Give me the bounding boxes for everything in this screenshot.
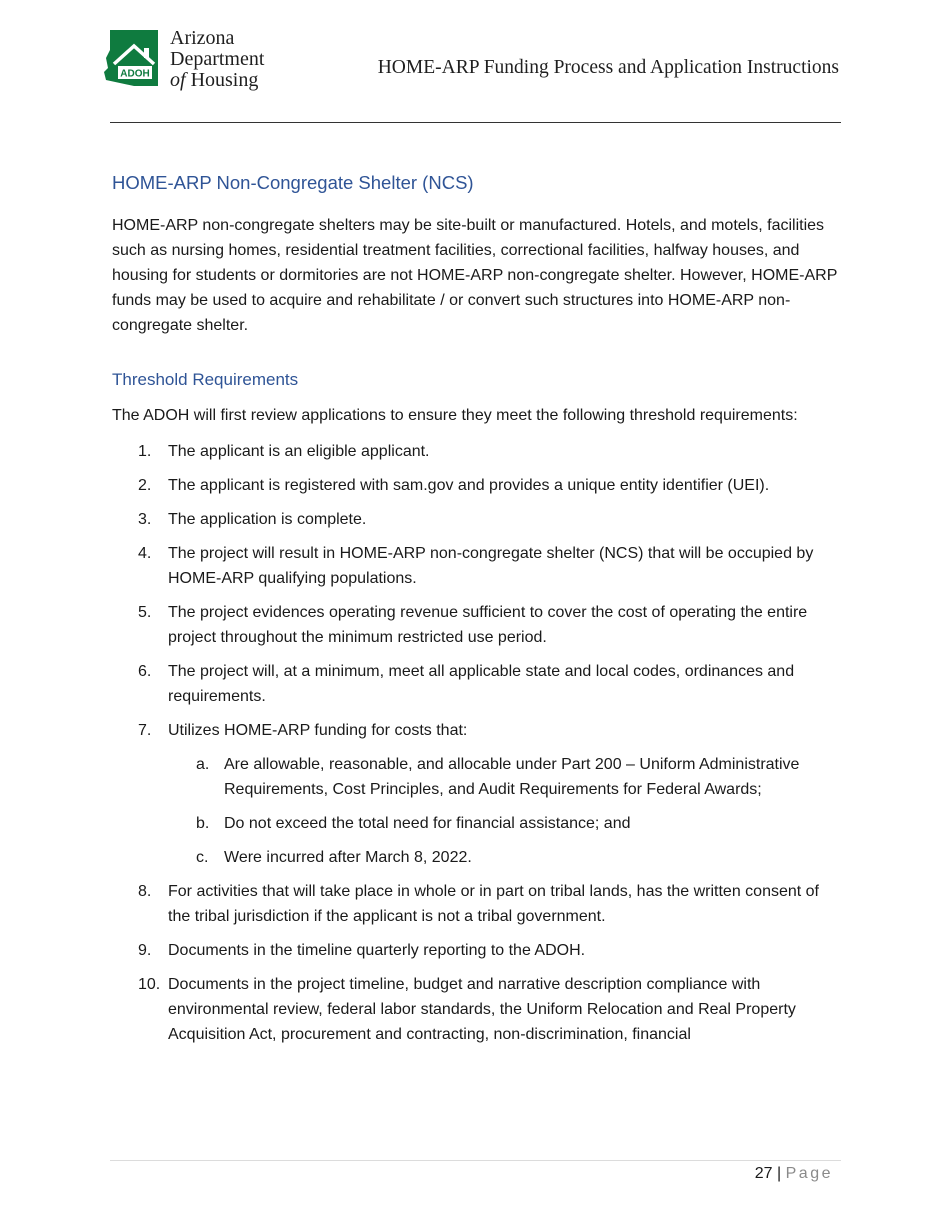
list-item: 4. The project will result in HOME-ARP non-congregate shelter (NCS) that will be occupied by HOME-ARP qualifying populations. (138, 545, 814, 587)
footer-divider (110, 1160, 841, 1161)
sub-list-item: b. Do not exceed the total need for financial assistance; and (196, 815, 631, 832)
list-item: 2. The applicant is registered with sam.gov and provides a unique entity identifier (UEI). (138, 477, 770, 494)
page-content (112, 170, 842, 1056)
page-footer (755, 1162, 833, 1186)
sub-list-item: a. Are allowable, reasonable, and allocable under Part 200 – Uniform Administrative Requirements, Cost Principles, and Audit Requirements for Federal Awards; (196, 756, 800, 798)
threshold-list (112, 439, 842, 1047)
list-item: 1. The applicant is an eligible applicant. (138, 443, 430, 460)
page-header (0, 0, 950, 124)
sub-list-item: c. Were incurred after March 8, 2022. (196, 849, 472, 866)
list-item: 8. For activities that will take place in whole or in part on tribal lands, has the written consent of the tribal jurisdiction if the applicant is not a tribal government. (138, 883, 819, 925)
page-separator: | (777, 1165, 782, 1182)
list-item: 9. Documents in the timeline quarterly reporting to the ADOH. (138, 942, 586, 959)
logo-line-department: Department (170, 48, 265, 70)
list-item: 10. Documents in the project timeline, budget and narrative description compliance with environmental review, federal labor standards, the Uniform Relocation and Real Property Acquisition Act, procurement and contracting, non-discrimination, financial (138, 976, 796, 1043)
list-item: 7. Utilizes HOME-ARP funding for costs that: a. Are allowable, reasonable, and allocable under Part 200 – Uniform Administrative Requirements, Cost Principles, and Audit Requirements for Federal Awards; b. Do not exceed the total need for financial assistance; and c. Were incurred after March 8, 2022. (112, 718, 842, 870)
sub-list (168, 752, 842, 870)
list-item: 3. The application is complete. (138, 511, 367, 528)
header-divider (110, 122, 841, 123)
section-heading: HOME-ARP Non-Congregate Shelter (NCS) (112, 172, 474, 193)
list-item: 5. The project evidences operating revenue sufficient to cover the cost of operating the entire project throughout the minimum restricted use period. (138, 604, 808, 646)
page-number: 27 (754, 1165, 773, 1182)
list-item: 6. The project will, at a minimum, meet all applicable state and local codes, ordinances and requirements. (138, 663, 795, 705)
threshold-heading: Threshold Requirements (112, 370, 299, 389)
intro-paragraph: HOME-ARP non-congregate shelters may be site-built or manufactured. Hotels, and motels, facilities such as nursing homes, residential treatment facilities, correctional facilities, halfway houses, and housing for students or dormitories are not HOME-ARP non-congregate shelter. However, HOME-ARP funds may be used to acquire and rehabilitate / or convert such structures into HOME-ARP non-congregate shelter. (112, 217, 838, 334)
logo-line-arizona: Arizona (170, 27, 235, 49)
logo-wordmark (170, 28, 264, 91)
threshold-lead: The ADOH will first review applications to ensure they meet the following threshold requirements: (112, 407, 798, 424)
logo-badge-text: ADOH (120, 68, 150, 80)
logo-line-housing: of Housing (170, 69, 259, 91)
document-title: HOME-ARP Funding Process and Application Instructions (377, 57, 839, 78)
page-label: Page (785, 1165, 833, 1182)
